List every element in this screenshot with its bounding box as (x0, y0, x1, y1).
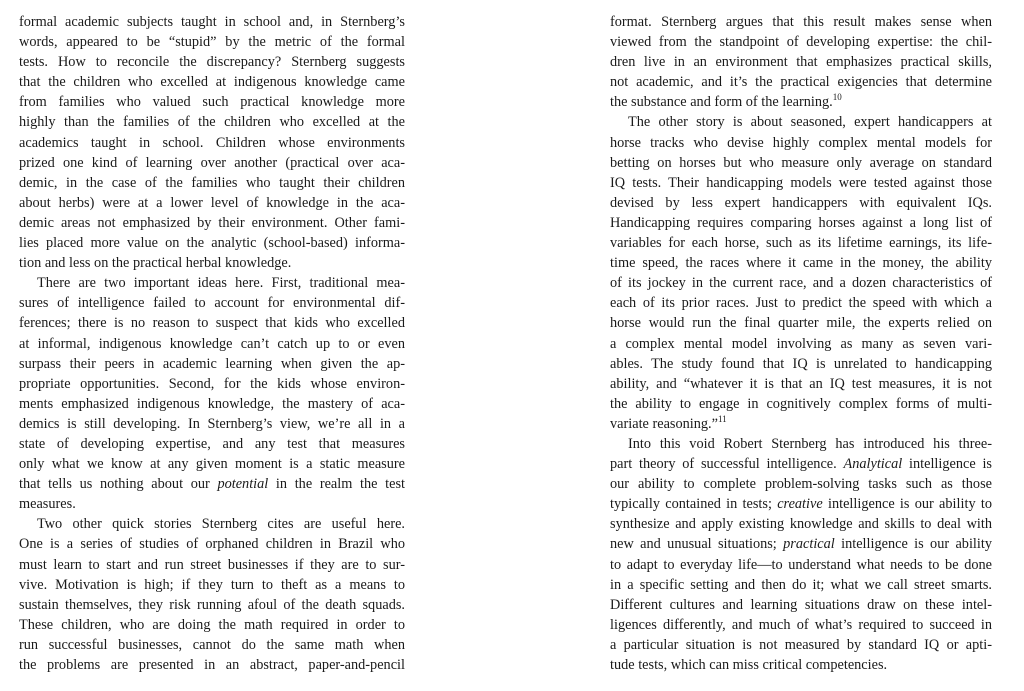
text-line: must learn to start and run street businesses if they are to sur- (19, 556, 405, 573)
text-line: prized one kind of learning over another (practical over aca- (19, 154, 405, 171)
footnote-marker[interactable]: 11 (717, 414, 727, 425)
text-line: formal academic subjects taught in school and, in Sternberg’s (19, 14, 405, 30)
text-line: ferences; there is no reason to suspect that kids who excelled (19, 315, 405, 332)
text-line: betting on horses but who measure only average on standard (610, 154, 992, 171)
text-line: sustain themselves, they risk running afoul of the death squads. (19, 596, 405, 613)
text-line: the problems are presented in an abstract, paper-and-pencil (19, 657, 405, 673)
text-line: that the children who excelled at indigenous knowledge came (19, 74, 405, 91)
text-line: state of developing expertise, and any test that measures (19, 435, 405, 452)
italic-term: practical (783, 536, 835, 553)
text-line: Handicapping requires comparing horses against a long list of (610, 214, 992, 231)
text-line: synthesize and apply existing knowledge and skills to deal with (610, 516, 992, 533)
text-line: about herbs) were at a lower level of knowledge in the aca- (19, 194, 405, 211)
text-line: a particular situation is not measured by standard IQ or apti- (610, 636, 992, 653)
text-line: academics taught in school. Children whose environments (19, 134, 405, 151)
text-line: demics is still developing. In Sternberg’s view, we’re all in a (19, 415, 405, 432)
text-segment: part theory of successful intelligence. (610, 456, 844, 473)
text-line: our ability to complete problem-solving tasks such as those (610, 476, 992, 493)
text-line: each of its prior races. Just to predict the speed with which a (610, 295, 992, 312)
text-line: run successful businesses, cannot do the same math when (19, 636, 405, 653)
text-line: horse would run the final quarter mile, the experts relied on (610, 315, 992, 332)
text-line: lies placed more value on the analytic (school-based) informa- (19, 235, 405, 252)
text-line (610, 534, 992, 554)
text-line (610, 454, 992, 474)
text-line (610, 494, 992, 514)
text-line: devised by less expert handicappers with equivalent IQs. (610, 194, 992, 211)
text-segment: intelligence is our ability (834, 536, 992, 553)
text-line: ability, and “whatever it is that an IQ test measures, it is not (610, 375, 992, 392)
text-line: ments emphasized indigenous knowledge, the mastery of aca- (19, 395, 405, 412)
text-line: only what we know at any given moment is a static measure (19, 456, 405, 473)
text-line: ligences differently, and much of what’s required to succeed in (610, 616, 992, 633)
text-segment: that tells us nothing about our (19, 476, 218, 493)
text-segment: variate reasoning.” (610, 415, 718, 432)
text-line: vive. Motivation is high; if they turn to theft as a means to (19, 576, 405, 593)
italic-term: potential (217, 476, 269, 493)
text-line: dren live in an environment that emphasizes practical skills, (610, 54, 992, 71)
italic-term: Analytical (843, 456, 903, 473)
text-line: tude tests, which can miss critical competencies. (610, 657, 888, 673)
left-page-text (19, 12, 405, 675)
text-line: The other story is about seasoned, expert handicappers at (628, 114, 992, 131)
text-line: to adapt to everyday life—to understand what needs to be done (610, 556, 992, 573)
text-segment: in the realm the test (268, 476, 406, 493)
text-line: not academic, and it’s the practical exigencies that determine (610, 74, 992, 91)
text-line: the ability to engage in cognitively complex forms of multi- (610, 395, 992, 412)
text-line: propriate opportunities. Second, for the kids whose environ- (19, 375, 405, 392)
text-line: tests. How to reconcile the discrepancy? Sternberg suggests (19, 54, 405, 71)
text-line: highly than the families of the children who excelled at the (19, 114, 405, 131)
text-segment: typically contained in tests; (610, 496, 778, 513)
text-line: tion and less on the practical herbal knowledge. (19, 255, 292, 272)
text-line: surpass their peers in academic learning when given the ap- (19, 355, 405, 372)
text-segment: the substance and form of the learning. (610, 94, 833, 111)
text-segment: intelligence is (902, 456, 992, 473)
text-segment: new and unusual situations; (610, 536, 784, 553)
footnote-marker[interactable]: 10 (832, 92, 842, 103)
text-line: horse tracks who devise highly complex mental models for (610, 134, 992, 151)
text-line: Into this void Robert Sternberg has introduced his three- (628, 435, 992, 452)
text-line: at informal, indigenous knowledge can’t catch up to or even (19, 335, 405, 352)
text-line: words, appeared to be “stupid” by the metric of the formal (19, 34, 405, 51)
text-line: There are two important ideas here. First, traditional mea- (37, 275, 405, 292)
right-page-text (610, 12, 992, 675)
text-line: demic areas not emphasized by their environment. Other fami- (19, 214, 405, 231)
text-line: of its jockey in the current race, and a dozen characteristics of (610, 275, 992, 292)
text-line: demic, in the case of the families who taught their children (19, 174, 405, 191)
text-line: from families who valued such practical knowledge more (19, 94, 405, 111)
text-line: These children, who are doing the math required in order to (19, 616, 405, 633)
text-line (19, 474, 405, 494)
text-line: variables for each horse, such as its lifetime earnings, its life- (610, 235, 992, 252)
text-segment: intelligence is our ability to (822, 496, 992, 513)
text-line: time speed, the races where it came in the money, the ability (610, 255, 992, 272)
text-line: IQ tests. Their handicapping models were tested against those (610, 174, 992, 191)
text-line: in a specific setting and then do it; what we call street smarts. (610, 576, 992, 593)
text-line: a complex mental model involving as many as seven vari- (610, 335, 992, 352)
text-line: measures. (19, 496, 76, 513)
text-line: viewed from the standpoint of developing expertise: the chil- (610, 34, 992, 51)
text-line: format. Sternberg argues that this result makes sense when (610, 14, 992, 30)
text-line: Two other quick stories Sternberg cites are useful here. (37, 516, 405, 533)
text-line: ables. The study found that IQ is unrelated to handicapping (610, 355, 992, 372)
text-line (610, 414, 992, 434)
text-line: Different cultures and learning situations draw on these intel- (610, 596, 992, 613)
text-line: One is a series of studies of orphaned children in Brazil who (19, 536, 405, 553)
italic-term: creative (777, 496, 823, 513)
text-line: sures of intelligence failed to account for environmental dif- (19, 295, 405, 312)
text-line (610, 92, 992, 112)
